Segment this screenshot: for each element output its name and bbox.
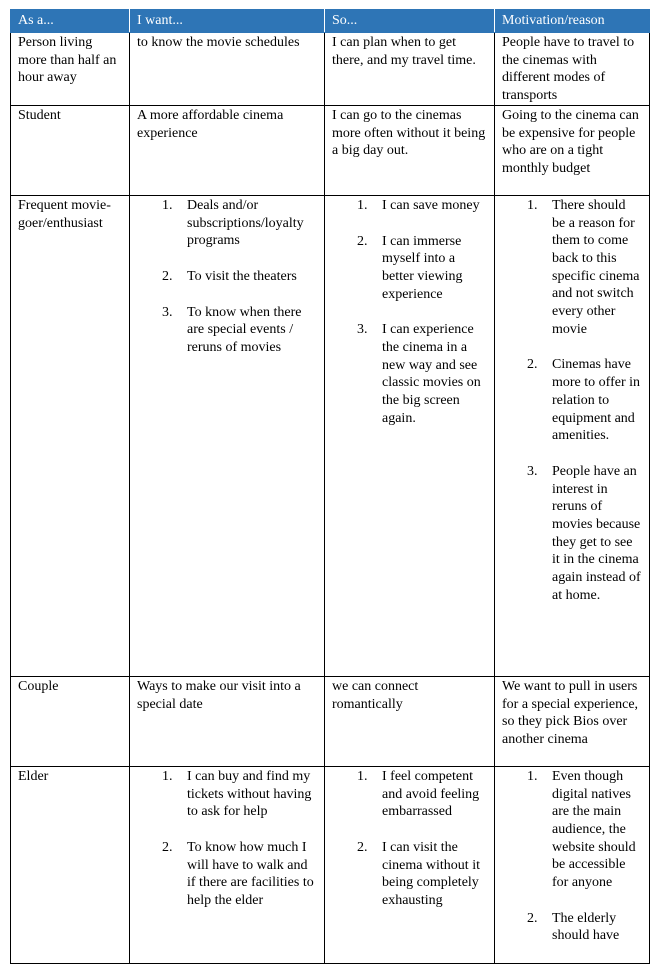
cell-want: A more affordable cinema experience xyxy=(130,105,325,195)
numbered-list xyxy=(502,197,642,605)
numbered-list xyxy=(332,768,487,910)
cell-want: to know the movie schedules xyxy=(130,33,325,106)
list-item: 1. There should be a reason for them to come back to this specific cinema and not switch every other movie xyxy=(527,197,640,337)
list-item: 1. I can save money xyxy=(357,197,480,213)
user-stories-table xyxy=(10,9,650,964)
cell-reason: Going to the cinema can be expensive for people who are on a tight monthly budget xyxy=(495,105,650,195)
table-row xyxy=(11,676,650,766)
cell-reason xyxy=(495,195,650,676)
cell-as: Student xyxy=(11,105,130,195)
cell-as: Frequent movie-goer/enthusiast xyxy=(11,195,130,676)
list-item: 1. I can buy and find my tickets without having to ask for help xyxy=(162,768,312,820)
list-item: 2. The elderly should have xyxy=(527,910,620,944)
list-item: 3. To know when there are special events / reruns of movies xyxy=(162,304,302,356)
cell-so xyxy=(325,195,495,676)
cell-so: we can connect romantically xyxy=(325,676,495,766)
list-item: 1. Even though digital natives are the main audience, the website should be accessible for anyone xyxy=(527,768,636,891)
list-item: 2. To know how much I will have to walk and if there are facilities to help the elder xyxy=(162,839,314,909)
list-item: 1. I feel competent and avoid feeling embarrassed xyxy=(357,768,480,820)
list-item: 2. Cinemas have more to offer in relation to equipment and amenities. xyxy=(527,357,640,444)
cell-as: Elder xyxy=(11,766,130,963)
list-item: 1. Deals and/or subscriptions/loyalty programs xyxy=(162,197,304,249)
cell-want: Ways to make our visit into a special date xyxy=(130,676,325,766)
cell-as: Couple xyxy=(11,676,130,766)
table-row xyxy=(11,766,650,963)
cell-so xyxy=(325,766,495,963)
list-item: 3. I can experience the cinema in a new way and see classic movies on the big screen again. xyxy=(357,322,481,426)
list-item: 2. I can immerse myself into a better viewing experience xyxy=(357,233,463,302)
cell-so: I can go to the cinemas more often without it being a big day out. xyxy=(325,105,495,195)
header-so: So... xyxy=(325,10,495,33)
header-reason: Motivation/reason xyxy=(495,10,650,33)
cell-as: Person living more than half an hour away xyxy=(11,33,130,106)
list-item: 2. To visit the theaters xyxy=(162,268,297,284)
list-item: 3. People have an interest in reruns of movies because they get to see it in the cinema again instead of at home. xyxy=(527,463,641,603)
cell-reason: We want to pull in users for a special experience, so they pick Bios over another cinema xyxy=(495,676,650,766)
cell-reason: People have to travel to the cinemas with different modes of transports xyxy=(495,33,650,106)
cell-reason xyxy=(495,766,650,963)
header-want: I want... xyxy=(130,10,325,33)
table-row xyxy=(11,105,650,195)
table-row xyxy=(11,33,650,106)
table-row xyxy=(11,195,650,676)
list-item: 2. I can visit the cinema without it being completely exhausting xyxy=(357,839,480,909)
header-as: As a... xyxy=(11,10,130,33)
numbered-list xyxy=(502,768,642,945)
numbered-list xyxy=(332,197,487,428)
numbered-list xyxy=(137,768,317,910)
numbered-list xyxy=(137,197,317,357)
cell-want xyxy=(130,195,325,676)
header-row xyxy=(11,10,650,33)
cell-want xyxy=(130,766,325,963)
cell-so: I can plan when to get there, and my travel time. xyxy=(325,33,495,106)
